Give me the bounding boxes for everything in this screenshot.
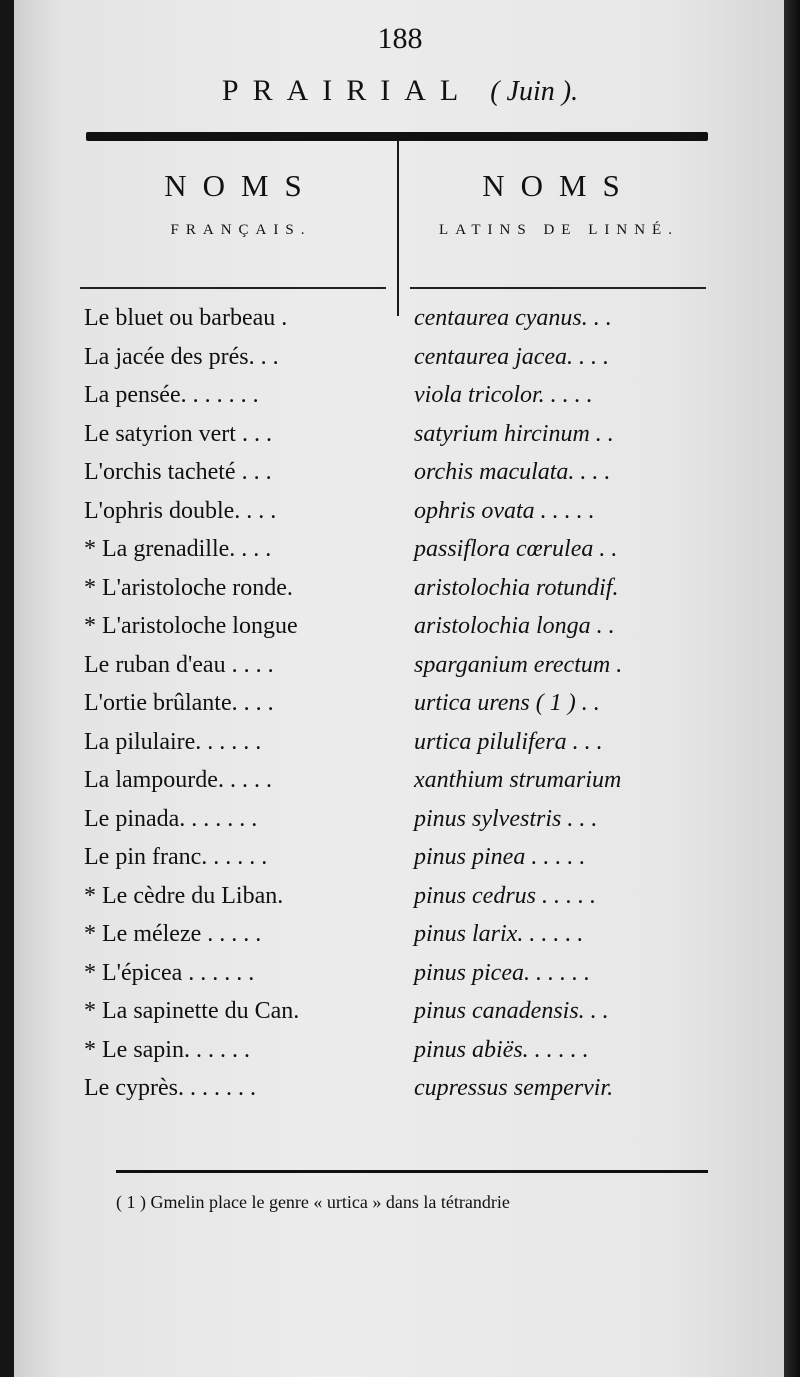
french-name: Le pin franc. . . . . .	[84, 844, 268, 870]
column-subtitle-latin: LATINS DE LINNÉ.	[439, 222, 679, 238]
french-name: La jacée des prés. . .	[84, 343, 279, 370]
list-item	[0, 883, 800, 922]
column-title-latin: NOMS	[482, 168, 636, 203]
list-item	[0, 767, 800, 806]
french-name: * L'aristoloche ronde.	[84, 574, 293, 601]
list-item	[0, 1075, 800, 1114]
column-title-french: NOMS	[164, 168, 318, 203]
latin-name: xanthium strumarium	[414, 767, 622, 793]
french-name: Le cyprès. . . . . . .	[84, 1075, 256, 1101]
latin-name: centaurea jacea. . . .	[414, 343, 610, 370]
french-name: * Le méleze . . . . .	[84, 921, 262, 947]
column-rule-french	[80, 287, 386, 289]
list-item	[0, 729, 800, 768]
latin-name: urtica pilulifera . . .	[414, 728, 603, 755]
page-header	[0, 74, 800, 108]
french-name: L'ortie brûlante. . . .	[84, 690, 274, 716]
latin-name: pinus sylvestris . . .	[414, 805, 598, 832]
column-divider	[397, 140, 399, 316]
column-subtitle-french: FRANÇAIS.	[170, 222, 312, 238]
list-item	[0, 382, 800, 421]
latin-name: satyrium hircinum . .	[414, 420, 614, 447]
french-name: * L'aristoloche longue	[84, 613, 298, 639]
latin-name: pinus abiës. . . . . .	[414, 1036, 589, 1063]
latin-name: urtica urens ( 1 ) . .	[414, 690, 600, 716]
footnote-rule	[116, 1170, 708, 1173]
french-name: Le bluet ou barbeau .	[84, 305, 288, 331]
list-item	[0, 421, 800, 460]
french-name: * La sapinette du Can.	[84, 998, 300, 1024]
footnote: ( 1 ) Gmelin place le genre « urtica » dans la tétrandrie	[116, 1192, 510, 1212]
column-head-latin	[414, 168, 704, 239]
french-name: L'orchis tacheté . . .	[84, 459, 272, 485]
list-item	[0, 998, 800, 1037]
latin-name: cupressus sempervir.	[414, 1075, 614, 1101]
french-name: Le ruban d'eau . . . .	[84, 651, 274, 678]
plant-list	[0, 305, 800, 1114]
french-name: * L'épicea . . . . . .	[84, 959, 255, 986]
list-item	[0, 806, 800, 845]
french-name: La pensée. . . . . . .	[84, 382, 259, 408]
latin-name: pinus canadensis. . .	[414, 998, 609, 1024]
list-item	[0, 498, 800, 537]
latin-name: centaurea cyanus. . .	[414, 305, 612, 331]
column-rule-latin	[410, 287, 706, 289]
latin-name: aristolochia longa . .	[414, 613, 615, 639]
french-name: * La grenadille. . . .	[84, 536, 272, 562]
french-name: * Le sapin. . . . . .	[84, 1036, 250, 1063]
list-item	[0, 921, 800, 960]
month-title: PRAIRIAL	[221, 74, 473, 107]
latin-name: pinus pinea . . . . .	[414, 844, 586, 870]
latin-name: viola tricolor. . . . .	[414, 382, 593, 408]
list-item	[0, 536, 800, 575]
latin-name: aristolochia rotundif.	[414, 574, 619, 601]
french-name: La lampourde. . . . .	[84, 767, 272, 793]
list-item	[0, 613, 800, 652]
latin-name: sparganium erectum .	[414, 651, 623, 678]
list-item	[0, 652, 800, 691]
list-item	[0, 575, 800, 614]
list-item	[0, 690, 800, 729]
list-item	[0, 305, 800, 344]
latin-name: passiflora cœrulea . .	[414, 536, 618, 562]
french-name: Le pinada. . . . . . .	[84, 805, 258, 832]
french-name: L'ophris double. . . .	[84, 497, 277, 524]
list-item	[0, 344, 800, 383]
latin-name: pinus picea. . . . . .	[414, 959, 590, 986]
column-head-french	[96, 168, 386, 239]
month-french: ( Juin ).	[490, 76, 579, 107]
page-number: 188	[377, 22, 423, 55]
latin-name: ophris ovata . . . . .	[414, 497, 595, 524]
latin-name: pinus cedrus . . . . .	[414, 882, 596, 909]
list-item	[0, 459, 800, 498]
french-name: La pilulaire. . . . . .	[84, 728, 262, 755]
list-item	[0, 1037, 800, 1076]
latin-name: pinus larix. . . . . .	[414, 921, 584, 947]
list-item	[0, 844, 800, 883]
list-item	[0, 960, 800, 999]
french-name: Le satyrion vert . . .	[84, 420, 272, 447]
french-name: * Le cèdre du Liban.	[84, 882, 284, 909]
latin-name: orchis maculata. . . .	[414, 459, 611, 485]
